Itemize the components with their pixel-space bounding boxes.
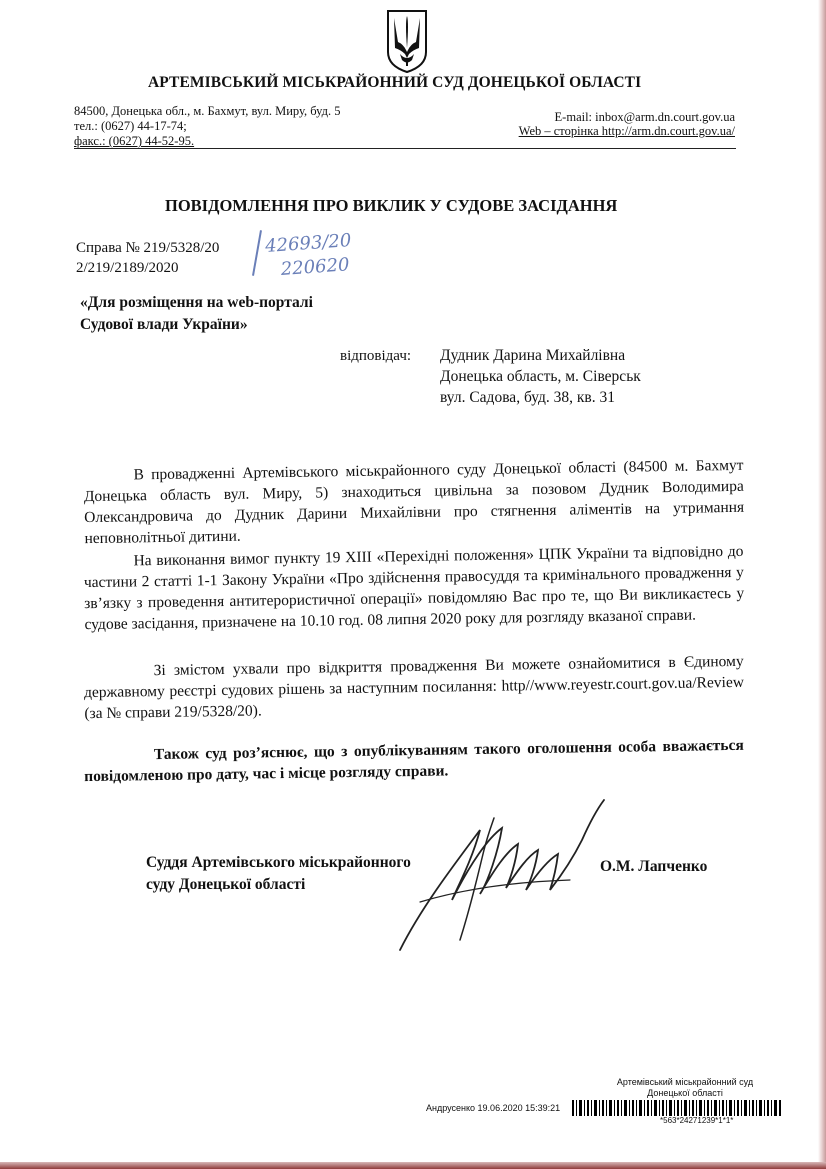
registration-stamp-court [600,1077,770,1099]
defendant-label: відповідач: [340,348,412,364]
stamp-court-line2: Донецької області [647,1088,723,1098]
trident-coat-of-arms-icon [385,8,429,74]
case-number: Справа № 219/5328/20 [76,240,220,256]
court-address-block [74,104,340,149]
defendant-name: Дудник Дарина Михайлівна [440,347,626,364]
web-portal-note-line1: «Для розміщення на web-порталі [80,294,313,311]
court-contacts [485,110,735,138]
body-paragraph-2: На виконання вимог пункту 19 XIII «Перехідні положення» ЦПК України та відповідно до частини 2 статті 1-1 Закону України «Про здійснення правосуддя та кримінального провадження у зв’язку з проведення антитерористичної операції» повідомляю Вас про те, що Ви викликаєтесь у судове засідання, призначене на 10.10 год. 08 липня 2020 року для розгляду вказаної справи. [83,542,745,634]
court-email: E-mail: inbox@arm.dn.court.gov.ua [554,110,735,124]
web-portal-note-line2: Судової влади України» [80,316,248,333]
court-fax: факс.: (0627) 44-52-95. [74,134,195,148]
court-website: Web – сторінка http://arm.dn.court.gov.ua/ [518,124,735,138]
web-portal-note [80,292,313,336]
handwritten-reg-number: 42693/20 [264,230,352,258]
handwritten-registration [264,229,353,283]
defendant-block [440,345,641,408]
court-address: 84500, Донецька обл., м. Бахмут, вул. Миру, буд. 5 [74,104,341,118]
defendant-address-line2: вул. Садова, буд. 38, кв. 31 [440,389,615,406]
scan-edge-right [818,0,826,1169]
handwritten-reg-date: 220620 [280,254,351,280]
judge-name: О.М. Лапченко [600,858,708,875]
court-title: АРТЕМІВСЬКИЙ МІСЬКРАЙОННИЙ СУД ДОНЕЦЬКОЇ ОБЛАСТІ [148,74,642,91]
defendant-address-line1: Донецька область, м. Сіверськ [440,368,641,385]
barcode-number: *563*24271239*1*1* [660,1116,734,1125]
notice-title: ПОВІДОМЛЕННЯ ПРО ВИКЛИК У СУДОВЕ ЗАСІДАННЯ [165,196,618,215]
court-phone: тел.: (0627) 44-17-74; [74,119,187,133]
registrar-timestamp: Андрусенко 19.06.2020 15:39:21 [426,1103,561,1113]
stamp-court-line1: Артемівський міськрайонний суд [616,1077,754,1087]
barcode-icon [572,1100,782,1116]
body-paragraph-3: Зі змістом ухвали про відкриття провадження Ви можете ознайомитися в Єдиному державному реєстрі судових рішень за наступним посилання: http//www.reyestr.court.gov.ua/Review (за № справи 219/5328/20). [83,652,745,723]
scan-edge-bottom [0,1162,826,1169]
judge-position-line2: суду Донецької області [146,876,306,893]
body-paragraph-1: В провадженні Артемівського міськрайонного суду Донецької області (84500 м. Бахмут Донецька область вул. Миру, 5) знаходиться цивільна за позовом Дудник Володимира Олександровича до Дудник Дарини Михайлівни про стягнення аліментів на утримання неповнолітньої дитини. [83,456,745,548]
body-paragraph-4: Також суд роз’яснює, що з опублікуванням такого оголошення особа вважається повідомленою про дату, час і місце розгляду справи. [84,736,744,786]
header-divider [74,148,736,149]
handwritten-bar [252,230,262,276]
judge-signature [360,790,620,960]
judge-position-line1: Суддя Артемівського міськрайонного [146,854,411,871]
case-numbers [76,238,219,278]
proceeding-number: 2/219/2189/2020 [76,260,179,276]
